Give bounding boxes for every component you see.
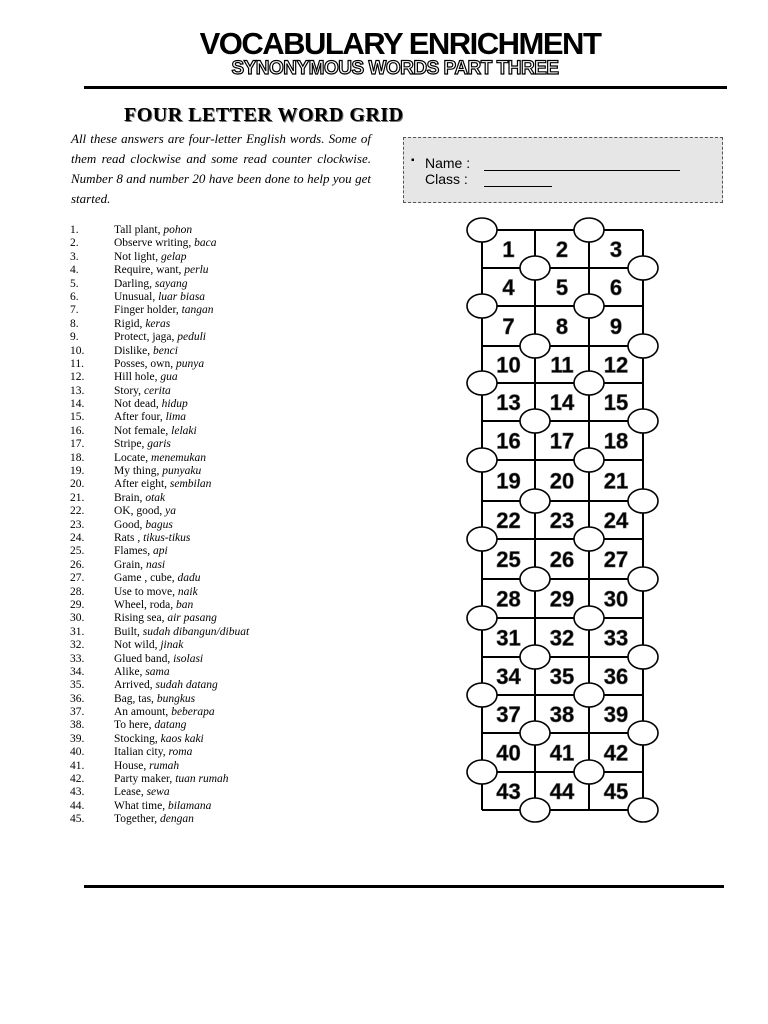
clue-text [114,398,188,411]
clue-translation: bilamana [167,799,212,812]
clue-text [114,452,206,465]
clue-translation: sama [145,665,170,678]
grid-number: 1 [502,237,515,262]
clue-translation: baca [194,237,217,250]
clue-text [114,385,171,398]
grid-number: 42 [603,740,629,766]
clue-text [114,371,178,384]
class-label: Class : [425,171,468,187]
clue-text [114,411,186,424]
clue-text [114,438,171,451]
clue-translation: air pasang [167,612,217,625]
clue-number: 22. [70,505,85,518]
clue-translation: peduli [177,331,206,344]
clue-translation: sudah dibangun/dibuat [142,625,250,638]
grid-number: 28 [496,586,521,612]
grid-number: 6 [609,275,623,300]
clue-translation: dadu [177,572,201,585]
letter-circle [520,409,550,433]
grid-number: 22 [496,508,521,533]
letter-circle [628,798,658,822]
clue-english: What time, [114,799,166,812]
clue-number: 17. [70,438,85,451]
clue-text [114,492,165,505]
clue-translation: garis [147,438,171,451]
clue-english: Not dead, [114,398,159,411]
clue-text [114,639,183,652]
clue-translation: pohon [163,224,193,236]
clue-english: Built, [114,625,140,638]
grid-number: 38 [549,702,575,727]
clue-text [114,318,170,331]
clue-english: Grain, [114,558,144,571]
clue-translation: kaos kaki [160,732,204,745]
letter-circle [574,448,604,472]
clue-english: Tall plant, [114,224,161,236]
letter-circle [520,489,550,513]
clue-text [114,813,194,826]
clue-text [114,532,190,545]
clue-english: Italian city, [114,746,166,759]
clue-english: House, [114,759,147,772]
grid-number: 4 [502,275,515,300]
letter-circle [574,371,604,395]
clue-english: After eight, [114,478,168,491]
clue-text [114,773,229,786]
name-input-line[interactable] [484,170,680,171]
grid-number: 3 [609,237,623,262]
clue-english: Stocking, [114,732,158,745]
clue-text [114,465,201,478]
clue-number: 45. [70,813,85,826]
grid-number: 27 [603,547,629,572]
letter-circle [467,448,497,472]
clue-english: An amount, [114,706,169,719]
grid-number: 30 [603,586,629,612]
instructions: All these answers are four-letter English words. Some of them read clockwise and some read counter clockwise. Number 8 and number 20 have been done to help you get started. [71,131,371,206]
clue-translation: tangan [181,304,214,317]
clue-number: 10. [70,344,85,357]
grid-number: 16 [496,428,521,454]
clue-text [114,706,215,719]
clue-translation: luar biasa [158,290,206,303]
clue-translation: beberapa [171,706,215,719]
clue-translation: cerita [143,384,171,397]
clue-translation: ya [165,505,176,518]
bullet-icon: ▪ [411,155,415,166]
clue-english: Observe writing, [114,237,192,250]
letter-circle [628,334,658,358]
clue-text [114,746,192,759]
clue-text [114,733,204,746]
clue-translation: lima [165,411,187,424]
clue-translation: rumah [149,759,180,772]
letter-circle [628,409,658,433]
clue-text [114,291,205,304]
clue-english: Lease, [114,786,144,799]
letter-circle [467,606,497,630]
letter-circle [574,218,604,242]
clue-english: Glued band, [114,652,171,665]
clue-text [114,679,218,692]
clue-number: 35. [70,679,85,692]
grid-number: 36 [603,664,629,689]
letter-circle [467,683,497,707]
clue-number: 9. [70,331,79,344]
letter-circle [520,334,550,358]
clue-number: 44. [70,799,85,812]
clue-text [114,278,187,291]
clue-english: Party maker, [114,773,173,786]
letter-circle [467,527,497,551]
clue-english: Use to move, [114,585,176,598]
clue-number: 38. [70,719,85,732]
top-divider [84,86,727,89]
grid-number: 43 [496,779,521,804]
clue-translation: lelaki [171,424,197,437]
letter-circle [628,256,658,280]
clue-text [114,599,193,612]
grid-number: 14 [549,390,575,415]
letter-circle [467,371,497,395]
letter-circle [520,256,550,280]
clue-translation: punyaku [162,465,202,478]
clue-number: 30. [70,612,85,625]
clue-text [114,572,201,585]
letter-circle [467,760,497,784]
clue-text [114,237,217,250]
clue-number: 11. [70,357,84,370]
page-subtitle: SYNONYMOUS WORDS PART THREE [231,58,559,79]
letter-circle [520,645,550,669]
grid-number: 21 [603,468,629,494]
clue-number: 1. [70,224,79,236]
clue-english: Rising sea, [114,612,165,625]
word-grid [465,215,665,840]
grid-number: 24 [603,508,629,533]
clue-number: 19. [70,465,85,478]
clue-english: Not female, [114,424,169,437]
clue-translation: jinak [160,639,184,652]
clue-translation: gelap [160,250,187,263]
clue-english: Game , cube, [114,572,175,585]
grid-number: 45 [603,779,629,804]
grid-number: 37 [496,702,521,727]
clue-translation: naik [177,585,198,598]
clue-english: Finger holder, [114,304,179,317]
clue-translation: tuan rumah [175,773,229,786]
grid-number: 18 [603,428,629,454]
clue-number: 36. [70,692,85,705]
clue-text [114,760,179,773]
clue-english: Not wild, [114,639,158,652]
clue-text [114,425,197,438]
clue-english: Bag, tas, [114,692,154,705]
clue-english: OK, good, [114,505,163,518]
clue-text [114,612,217,625]
clue-english: Story, [114,384,142,397]
grid-number: 23 [549,508,575,533]
clue-translation: gua [160,371,178,384]
clue-number: 33. [70,652,85,665]
clue-english: Require, want, [114,264,182,277]
clue-english: Arrived, [114,679,153,692]
grid-number: 11 [550,352,574,378]
grid-number: 44 [549,779,575,804]
clue-number: 13. [70,384,85,397]
grid-number: 35 [549,664,575,689]
clue-number: 23. [70,518,85,531]
clue-number: 3. [70,250,79,263]
clue-text [114,800,211,813]
clue-translation: ban [175,598,194,611]
clue-translation: roma [168,746,193,759]
grid-number: 39 [603,702,629,727]
clue-number: 16. [70,424,85,437]
clue-number: 31. [70,625,85,638]
clue-translation: keras [145,317,171,330]
letter-circle [520,721,550,745]
grid-number: 32 [549,625,575,651]
clue-translation: datang [154,719,187,732]
grid-number: 19 [496,468,521,494]
clue-text [114,519,173,532]
clue-number: 27. [70,572,85,585]
clue-translation: nasi [145,558,166,571]
clue-english: Protect, jaga, [114,331,175,344]
clue-text [114,693,195,706]
clue-number: 34. [70,665,85,678]
clue-number: 14. [70,398,85,411]
clue-text [114,224,192,237]
clue-english: Unusual, [114,290,156,303]
clue-translation: bagus [145,518,173,531]
clue-text [114,559,165,572]
clue-text [114,786,170,799]
clue-number: 28. [70,585,85,598]
grid-number: 13 [496,390,521,415]
letter-circle [574,294,604,318]
clue-translation: sewa [146,786,170,799]
clue-number: 24. [70,531,85,544]
clue-translation: sembilan [169,478,212,491]
clue-number: 15. [70,411,85,424]
letter-circle [467,218,497,242]
letter-circle [467,294,497,318]
clue-text [114,666,170,679]
clue-english: Stripe, [114,438,145,451]
clue-number: 18. [70,451,85,464]
grid-number: 26 [549,547,575,572]
letter-circle [574,527,604,551]
grid-number: 15 [603,390,629,415]
clue-text [114,251,187,264]
grid-number: 17 [549,428,575,454]
grid-number: 34 [496,664,521,689]
letter-circle [628,721,658,745]
clue-english: Locate, [114,451,149,464]
grid-number: 2 [555,237,569,262]
clue-number: 8. [70,317,79,330]
clue-english: Darling, [114,277,153,290]
clue-translation: otak [145,491,166,504]
name-class-box [403,137,723,203]
clue-text [114,586,198,599]
clue-english: To here, [114,719,152,732]
clue-number: 43. [70,786,85,799]
grid-number: 25 [496,547,521,572]
clue-text [114,358,204,371]
clue-english: After four, [114,411,163,424]
name-label: Name : [425,155,471,171]
clue-text [114,345,178,358]
clue-number: 25. [70,545,85,558]
clue-text [114,545,168,558]
clue-number: 7. [70,304,79,317]
letter-circle [628,567,658,591]
clue-translation: punya [175,357,205,370]
grid-number: 31 [496,625,521,651]
grid-number: 7 [502,314,515,339]
clue-text [114,331,206,344]
grid-number: 20 [549,468,575,494]
clue-english: Wheel, roda, [114,598,174,611]
bottom-divider [84,885,724,888]
clue-text [114,478,211,491]
clue-number: 26. [70,558,85,571]
clue-text [114,719,186,732]
clue-text [114,653,203,666]
clue-number: 37. [70,706,85,719]
clue-number: 4. [70,264,79,277]
clue-number: 5. [70,277,79,290]
clue-text [114,626,249,639]
grid-number: 29 [549,586,575,612]
grid-number: 40 [496,740,521,766]
clue-english: Brain, [114,491,143,504]
grid-number: 9 [609,314,623,339]
letter-circle [628,489,658,513]
clue-number: 2. [70,237,79,250]
clue-number: 6. [70,290,79,303]
clue-translation: sudah datang [155,679,218,692]
letter-circle [628,645,658,669]
clue-number: 29. [70,598,85,611]
clue-translation: benci [152,344,178,357]
clue-number: 32. [70,639,85,652]
clue-translation: hidup [161,398,188,411]
clue-english: Alike, [114,665,143,678]
grid-number: 33 [603,625,629,651]
clue-translation: isolasi [173,652,204,665]
clue-english: Rats , [114,531,141,544]
clue-english: Good, [114,518,143,531]
clue-number: 41. [70,759,85,772]
clue-english: Not light, [114,250,159,263]
grid-number: 10 [496,352,521,378]
section-title: FOUR LETTER WORD GRID [124,104,404,126]
letter-circle [520,798,550,822]
clue-text [114,304,214,317]
clue-text [114,505,176,518]
clue-translation: sayang [154,277,188,290]
clue-english: Dislike, [114,344,151,357]
clue-translation: perlu [184,264,209,277]
clue-english: My thing, [114,465,160,478]
clue-number: 20. [70,478,85,491]
letter-circle [574,683,604,707]
clue-text [114,264,209,277]
clue-english: Together, [114,813,158,826]
clue-number: 39. [70,732,85,745]
grid-number: 5 [555,275,569,300]
clue-translation: menemukan [151,451,206,464]
clue-number: 12. [70,371,85,384]
clue-english: Rigid, [114,317,143,330]
clue-translation: api [152,545,168,558]
grid-number: 41 [549,740,575,766]
clue-number: 40. [70,746,85,759]
clue-number: 42. [70,773,85,786]
letter-circle [574,606,604,630]
grid-number: 12 [603,352,629,378]
grid-number: 8 [555,314,569,339]
page-title: VOCABULARY ENRICHMENT [199,26,601,61]
clue-english: Posses, own, [114,357,174,370]
clue-number: 21. [70,491,85,504]
clue-translation: dengan [160,813,194,826]
clue-translation: tikus-tikus [143,531,191,544]
clue-english: Hill hole, [114,371,158,384]
clue-translation: bungkus [156,692,196,705]
class-input-line[interactable] [484,186,552,187]
letter-circle [520,567,550,591]
clue-english: Flames, [114,545,151,558]
letter-circle [574,760,604,784]
